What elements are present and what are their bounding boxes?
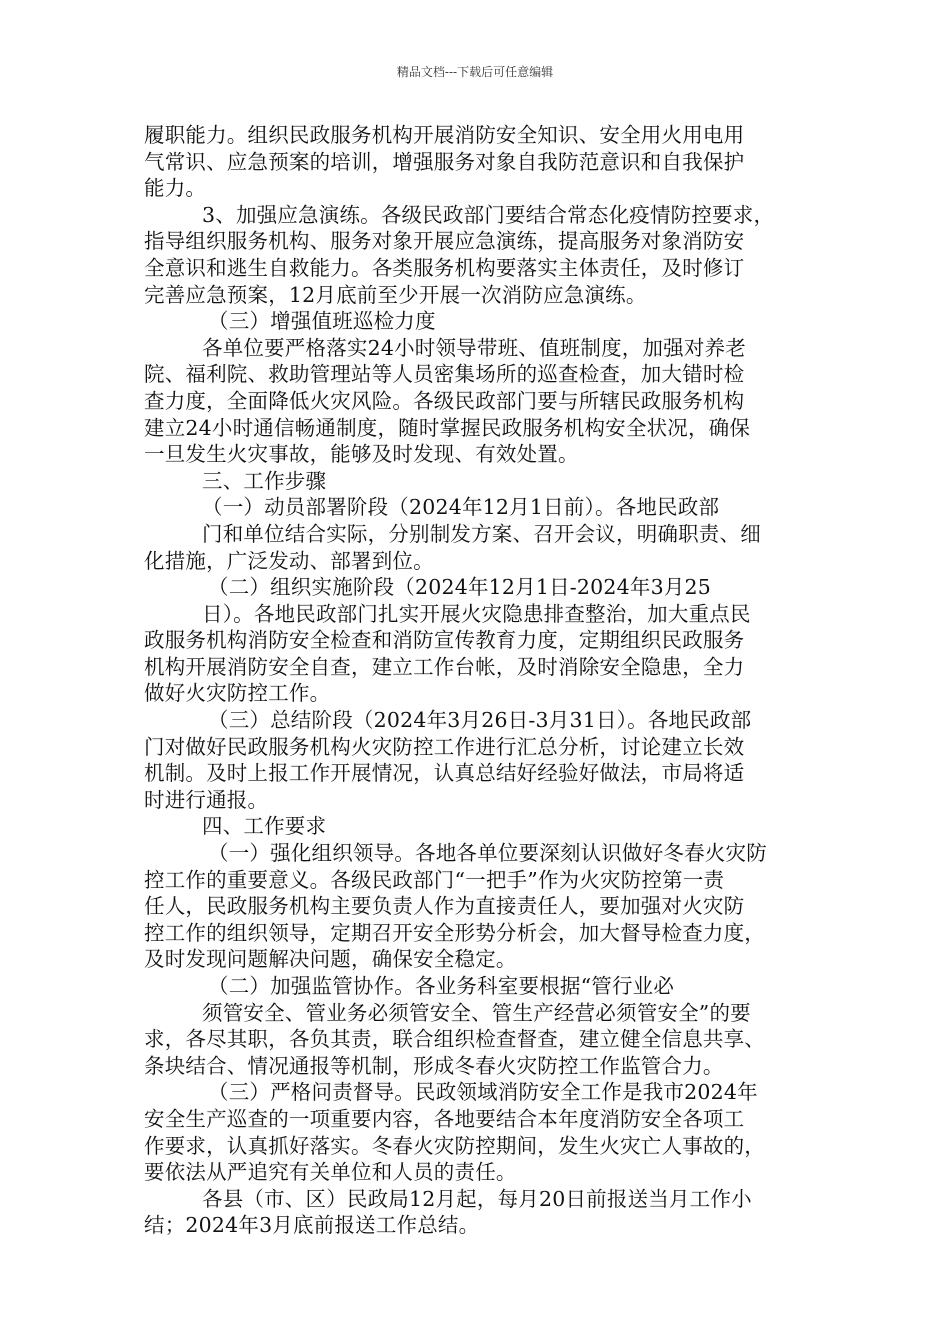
subheading-mobilization: （一）动员部署阶段（2024年12月1日前）。各地民政部 [202,495,720,520]
body-line: 气常识、应急预案的培训，增强服务对象自我防范意识和自我保护 [144,149,745,174]
paragraph-emergency-drill: 3、加强应急演练。各级民政部门要结合常态化疫情防控要求， [202,202,775,227]
body-line: 各单位要严格落实24小时领导带班、值班制度，加强对养老 [202,335,746,360]
body-line: 日）。各地民政部门扎实开展火灾隐患排查整治，加大重点民 [202,601,751,626]
body-line: 及时发现问题解决问题，确保安全稳定。 [144,947,517,972]
subheading-supervision: （二）加强监管协作。各业务科室要根据“管行业必 [208,974,675,998]
body-line: 能力。 [144,176,207,201]
subheading-implementation: （二）组织实施阶段（2024年12月1日-2024年3月25 [208,575,712,600]
body-line: 安全生产巡查的一项重要内容，各地要结合本年度消防安全各项工 [144,1106,745,1131]
paragraph-reporting: 各县（市、区）民政局12月起，每月20日前报送当月工作小 [202,1186,752,1211]
body-line: 院、福利院、救助管理站等人员密集场所的巡查检查，加大错时检 [144,362,745,387]
body-line: 履职能力。组织民政服务机构开展消防安全知识、安全用火用电用 [144,123,745,147]
body-line: 须管安全、管业务必须管安全、管生产经营必须管安全”的要 [202,1000,751,1025]
body-line: 结；2024年3月底前报送工作总结。 [144,1213,480,1238]
body-line: 指导组织服务机构、服务对象开展应急演练，提高服务对象消防安 [144,229,745,254]
body-line: 一旦发生火灾事故，能够及时发现、有效处置。 [144,442,579,467]
body-line: 门和单位结合实际，分别制发方案、召开会议，明确职责、细 [202,521,761,546]
subheading-leadership: （一）强化组织领导。各地各单位要深刻认识做好冬春火灾防 [208,841,767,866]
section-heading-work-steps: 三、工作步骤 [202,468,327,493]
body-line: 控工作的组织领导，定期召开安全形势分析会，加大督导检查力度， [144,920,765,945]
body-line: 作要求，认真抓好落实。冬春火灾防控期间，发生火灾亡人事故的， [144,1133,765,1158]
body-line: 控工作的重要意义。各级民政部门“一把手”作为火灾防控第一责 [144,867,725,892]
body-line: 做好火灾防控工作。 [144,681,331,706]
document-body [144,122,812,1239]
body-line: 化措施，广泛发动、部署到位。 [144,548,434,573]
body-line: 全意识和逃生自救能力。各类服务机构要落实主体责任，及时修订 [144,255,745,280]
body-line: 政服务机构消防安全检查和消防宣传教育力度，定期组织民政服务 [144,628,745,653]
subheading-duty-patrol: （三）增强值班巡检力度 [208,309,436,334]
body-line: 机构开展消防安全自查，建立工作台帐，及时消除安全隐患，全力 [144,654,745,679]
page-header-watermark: 精品文档---下载后可任意编辑 [396,65,554,79]
body-line: 求，各尽其职，各负其责，联合组织检查督查，建立健全信息共享、 [144,1027,765,1052]
body-line: 任人，民政服务机构主要负责人作为直接责任人，要加强对火灾防 [144,894,745,919]
section-heading-work-requirements: 四、工作要求 [202,814,327,839]
subheading-accountability: （三）严格问责督导。民政领域消防安全工作是我市2024年 [208,1080,758,1105]
body-line: 要依法从严追究有关单位和人员的责任。 [144,1160,517,1185]
body-line: 查力度，全面降低火灾风险。各级民政部门要与所辖民政服务机构 [144,388,745,413]
body-line: 完善应急预案，12月底前至少开展一次消防应急演练。 [144,282,647,307]
body-line: 时进行通报。 [144,787,269,812]
body-line: 机制。及时上报工作开展情况，认真总结好经验好做法，市局将适 [144,761,745,786]
body-line: 条块结合、情况通报等机制，形成冬春火灾防控工作监管合力。 [144,1053,724,1078]
body-line: 建立24小时通信畅通制度，随时掌握民政服务机构安全状况，确保 [144,415,751,440]
subheading-summary: （三）总结阶段（2024年3月26日-3月31日）。各地民政部 [208,708,752,733]
body-line: 门对做好民政服务机构火灾防控工作进行汇总分析，讨论建立长效 [144,734,745,759]
